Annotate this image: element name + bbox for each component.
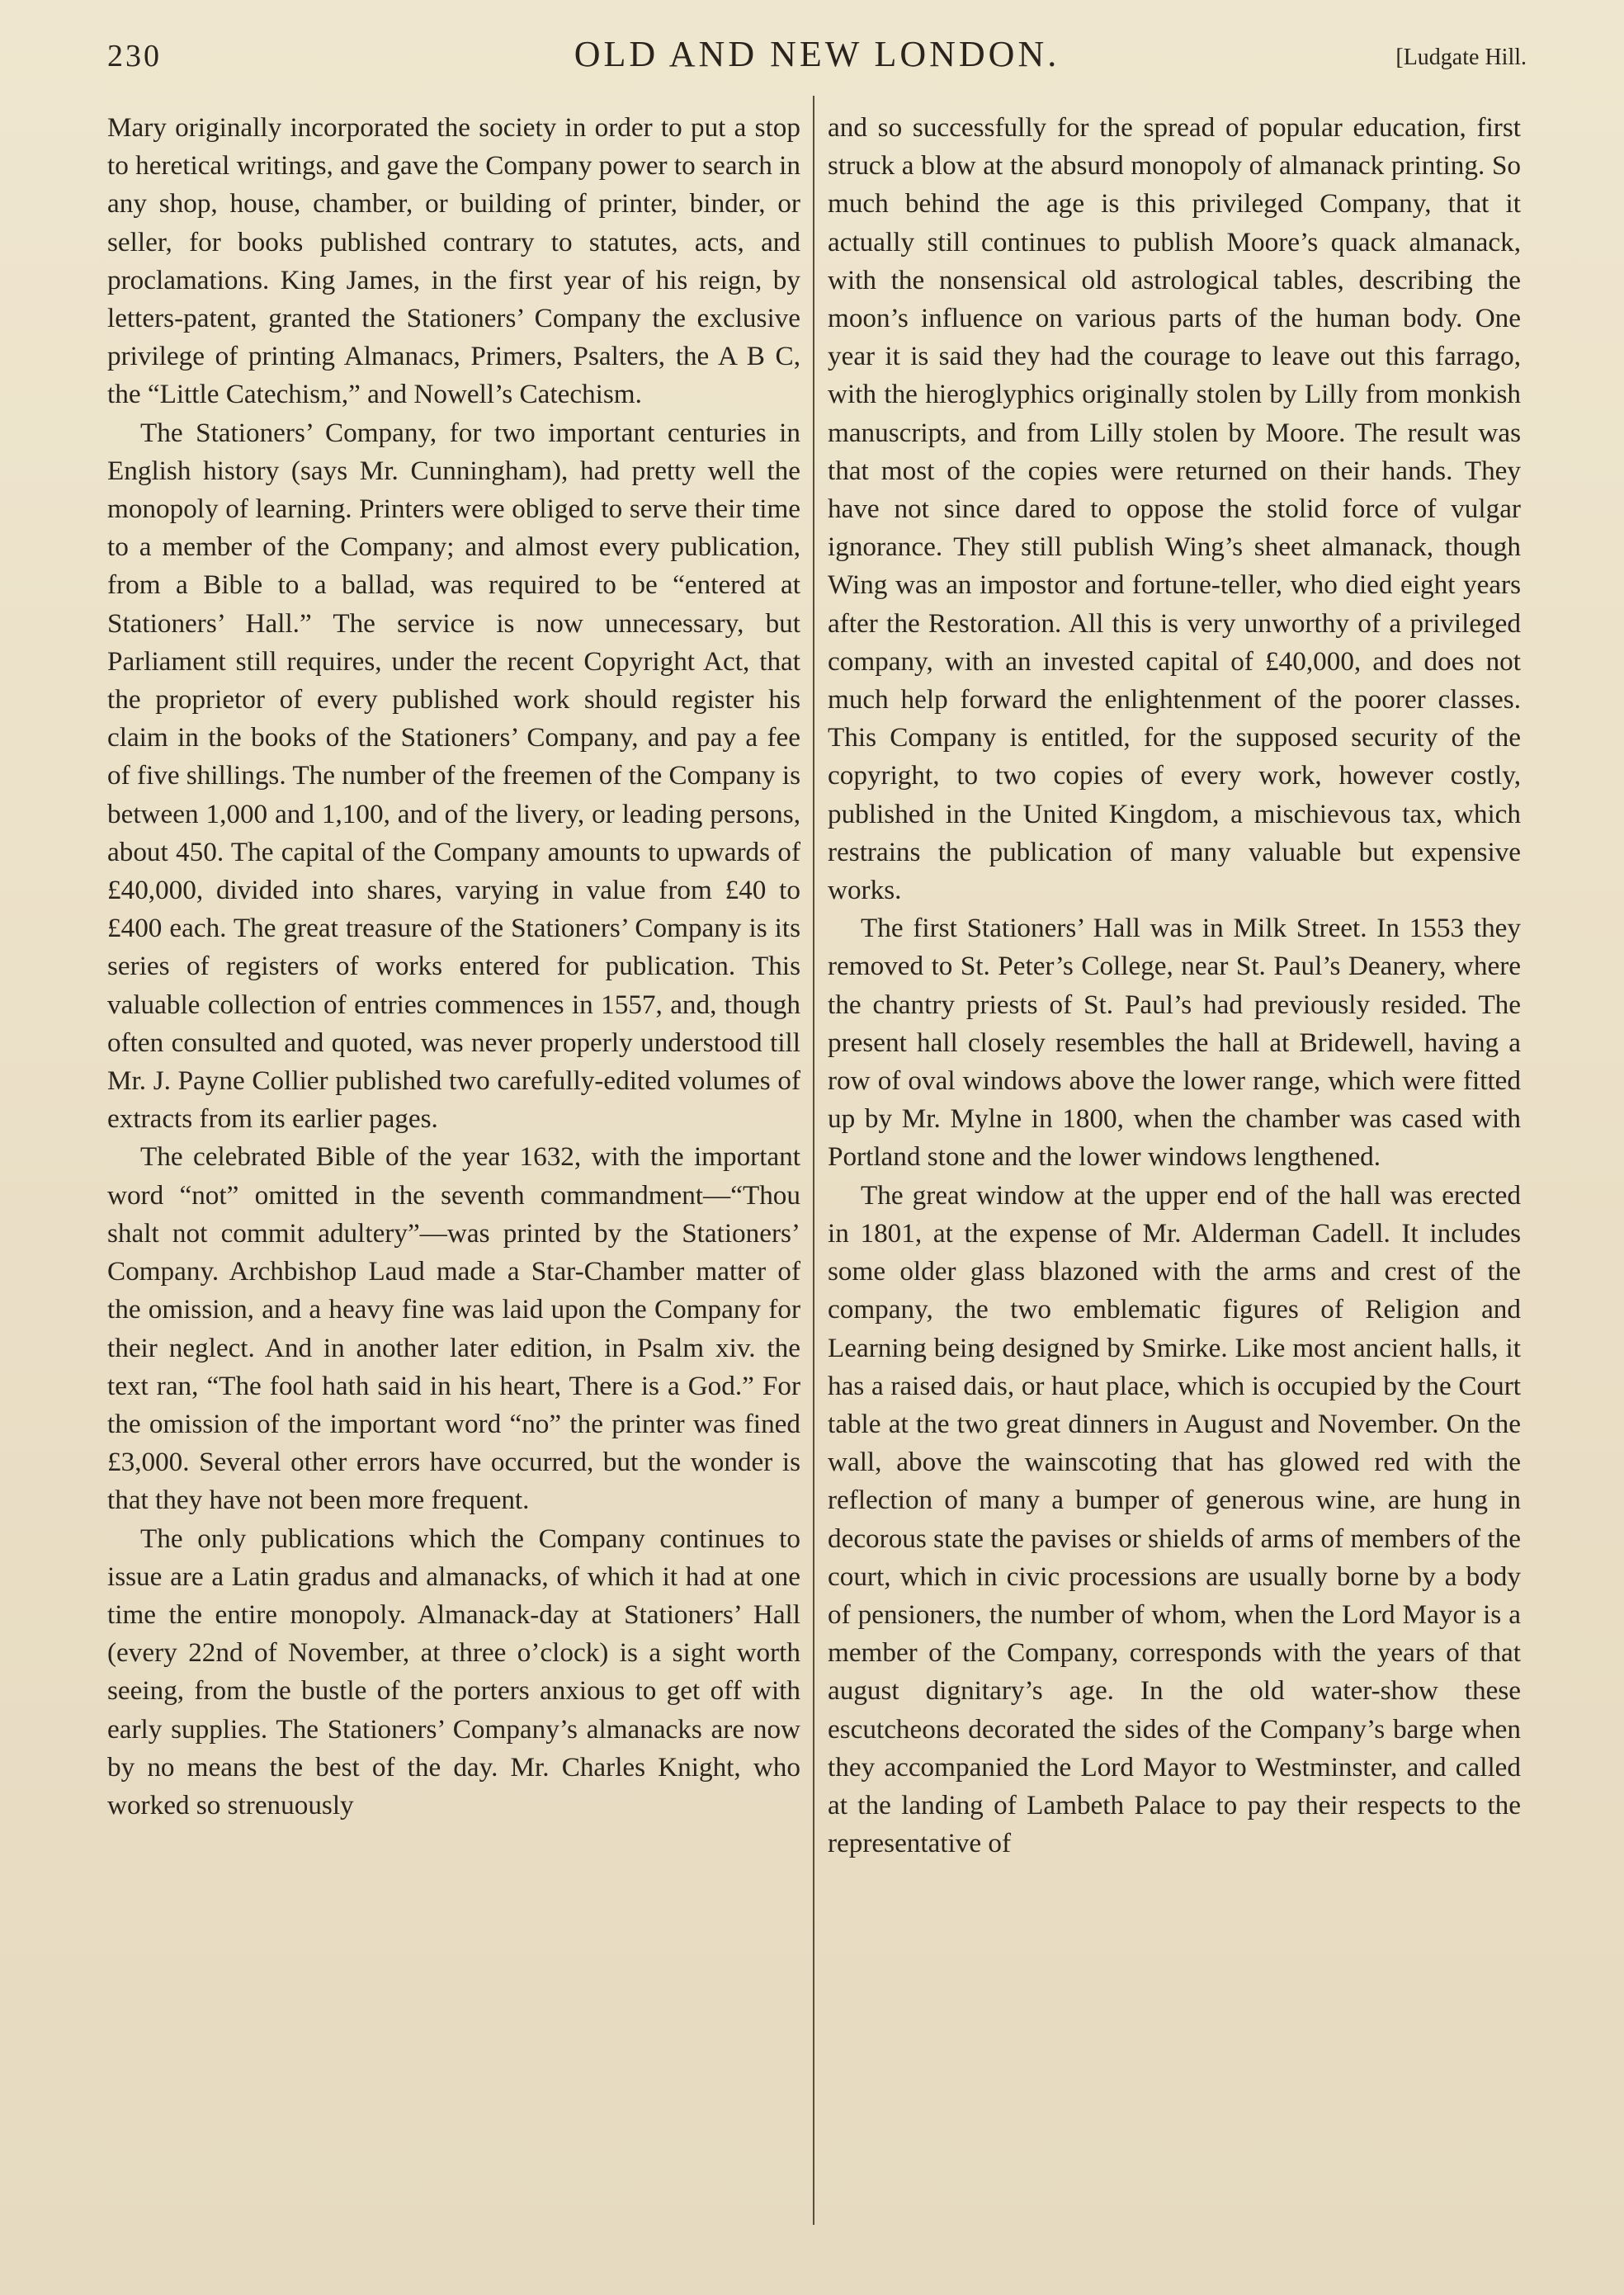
paragraph: Mary originally incorporated the society in order to put a stop to heretical writings, and gave the Company power to search in any shop, house, chamber, or building of printer, binder, or seller, for books published contrary to statutes, acts, and proclamations. King James, in the first year of his reign, by letters-patent, granted the Stationers’ Company the exclusive privilege of printing Almanacs, Primers, Psalters, the A B C, the “Little Catechism,” and Nowell’s Catechism. [107, 112, 800, 410]
paragraph: The only publications which the Company continues to issue are a Latin gradus and almanacks, of which it had at one time the entire monopoly. Almanack-day at Stationers’ Hall (every 22nd of November, at three o’clock) is a sight worth seeing, from the bustle of the porters anxious to get off with early supplies. The Stationers’ Company’s almanacks are now by no means the best of the day. Mr. Charles Knight, who worked so strenuously [107, 1523, 800, 1820]
paragraph: The celebrated Bible of the year 1632, with the important word “not” omitted in the seventh commandment—“Thou shalt not commit adultery”—was printed by the Stationers’ Company. Archbishop Laud made a Star-Chamber matter of the omission, and a heavy fine was laid upon the Company for their neglect. And in another later edition, in Psalm xiv. the text ran, “The fool hath said in his heart, There is a God.” For the omission of the important word “no” the printer was fined £3,000. Several other errors have occurred, but the wonder is that they have not been more frequent. [107, 1141, 800, 1516]
page-number: 230 [107, 39, 162, 73]
paragraph: The first Stationers’ Hall was in Milk Street. In 1553 they removed to St. Peter’s College, near St. Paul’s Deanery, where the chantry priests of St. Paul’s had previously resided. The present hall closely resembles the hall at Bridewell, having a row of oval windows above the lower range, which were fitted up by Mr. Mylne in 1800, when the chamber was cased with Portland stone and the lower windows lengthened. [828, 913, 1521, 1173]
right-column [828, 109, 1521, 2213]
paragraph: The Stationers’ Company, for two important centuries in English history (says Mr. Cunningham), had pretty well the monopoly of learning. Printers were obliged to serve their time to a member of the Company; and almost every publication, from a Bible to a ballad, was required to be “entered at Stationers’ Hall.” The service is now unnecessary, but Parliament still requires, under the recent Copyright Act, that the proprietor of every published work should register his claim in the books of the Stationers’ Company, and pay a fee of five shillings. The number of the freemen of the Company is between 1,000 and 1,100, and of the livery, or leading persons, about 450. The capital of the Company amounts to upwards of £40,000, divided into shares, varying in value from £40 to £400 each. The great treasure of the Stationers’ Company is its series of registers of works entered for publication. This valuable collection of entries commences in 1557, and, though often consulted and quoted, was never properly understood till Mr. J. Payne Collier published two carefully-edited volumes of extracts from its earlier pages. [107, 417, 800, 1135]
page-header [107, 33, 1527, 83]
left-column [107, 109, 800, 2213]
paragraph: and so successfully for the spread of popular education, first struck a blow at the absurd monopoly of almanack printing. So much behind the age is this privileged Company, that it actually still continues to publish Moore’s quack almanack, with the nonsensical old astrological tables, describing the moon’s influence on various parts of the human body. One year it is said they had the courage to leave out this farrago, with the hieroglyphics originally stolen by Lilly from monkish manuscripts, and from Lilly stolen by Moore. The result was that most of the copies were returned on their hands. They have not since dared to oppose the stolid force of vulgar ignorance. They still publish Wing’s sheet almanack, though Wing was an impostor and fortune-teller, who died eight years after the Restoration. All this is very unworthy of a privileged company, with an invested capital of £40,000, and does not much help forward the enlightenment of the poorer classes. This Company is entitled, for the supposed security of the copyright, to two copies of every work, however costly, published in the United Kingdom, a mischievous tax, which restrains the publication of many valuable but expensive works. [828, 112, 1521, 906]
running-title: OLD AND NEW LONDON. [574, 34, 1060, 74]
section-label: [Ludgate Hill. [1395, 45, 1527, 70]
column-divider [813, 96, 814, 2225]
paragraph: The great window at the upper end of the hall was erected in 1801, at the expense of Mr. Alderman Cadell. It includes some older glass blazoned with the arms and crest of the company, the two emblematic figures of Religion and Learning being designed by Smirke. Like most ancient halls, it has a raised dais, or haut place, which is occupied by the Court table at the two great dinners in August and November. On the wall, above the wainscoting that has glowed red with the reflection of many a bumper of generous wine, are hung in decorous state the pavises or shields of arms of members of the court, which in civic processions are usually borne by a body of pensioners, the number of whom, when the Lord Mayor is a member of the Company, corresponds with the years of that august dignitary’s age. In the old water-show these escutcheons decorated the sides of the Company’s barge when they accompanied the Lord Mayor to Westminster, and called at the landing of Lambeth Palace to pay their respects to the representative of [828, 1179, 1521, 1859]
